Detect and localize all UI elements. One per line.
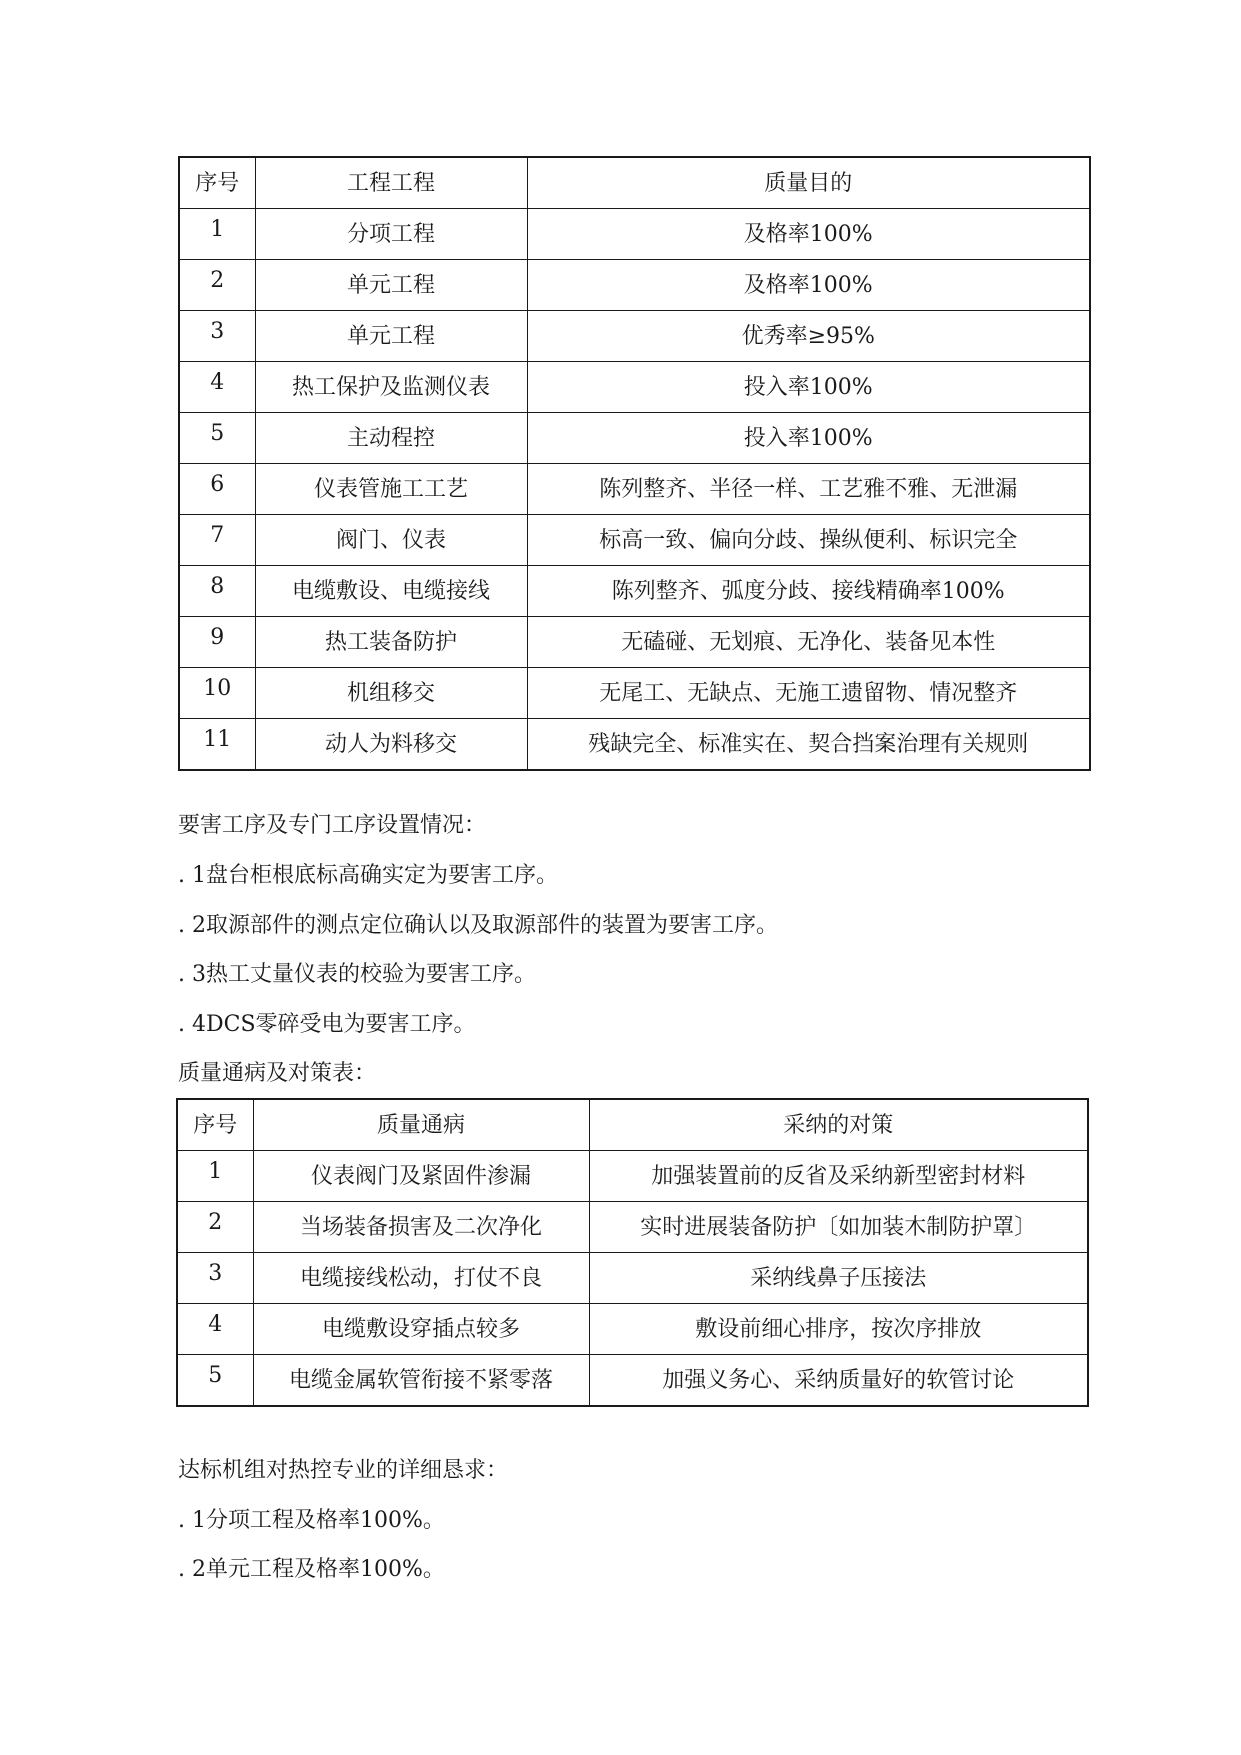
- table-cell: 采纳线鼻子压接法: [589, 1253, 1088, 1304]
- table-cell: 热工装备防护: [255, 617, 527, 668]
- table-cell: 5: [177, 1355, 253, 1407]
- table-cell: 2: [177, 1202, 253, 1253]
- table-cell: 分项工程: [255, 209, 527, 260]
- table-row: [179, 311, 1090, 362]
- table-cell: 无尾工、无缺点、无施工遗留物、情况整齐: [527, 668, 1090, 719]
- table-row: [177, 1151, 1088, 1202]
- column-header: 采纳的对策: [589, 1099, 1088, 1151]
- table-cell: 当场装备损害及二次净化: [253, 1202, 589, 1253]
- table-cell: 实时进展装备防护〔如加装木制防护罩〕: [589, 1202, 1088, 1253]
- table-row: [179, 515, 1090, 566]
- table-cell: 动人为料移交: [255, 719, 527, 771]
- table-cell: 投入率100%: [527, 413, 1090, 464]
- table-row: [177, 1355, 1088, 1407]
- quality-defect-table: [176, 1098, 1089, 1407]
- table-cell: 11: [179, 719, 255, 771]
- table-header-row: [179, 157, 1090, 209]
- table-row: [177, 1253, 1088, 1304]
- table-row: [179, 260, 1090, 311]
- key-process-item: . 1盘台柜根底标高确实定为要害工序。: [178, 863, 558, 888]
- table-cell: 7: [179, 515, 255, 566]
- table-cell: 1: [179, 209, 255, 260]
- table-cell: 5: [179, 413, 255, 464]
- column-header: 质量通病: [253, 1099, 589, 1151]
- column-header: 质量目的: [527, 157, 1090, 209]
- table-row: [179, 413, 1090, 464]
- table-cell: 阀门、仪表: [255, 515, 527, 566]
- table-cell: 6: [179, 464, 255, 515]
- table-row: [179, 209, 1090, 260]
- table-cell: 机组移交: [255, 668, 527, 719]
- table-row: [179, 566, 1090, 617]
- table-row: [177, 1202, 1088, 1253]
- key-process-item: . 4DCS零碎受电为要害工序。: [178, 1012, 476, 1037]
- table-cell: 仪表管施工工艺: [255, 464, 527, 515]
- table-cell: 投入率100%: [527, 362, 1090, 413]
- key-process-item: . 3热工丈量仪表的校验为要害工序。: [178, 962, 536, 987]
- table-row: [177, 1304, 1088, 1355]
- table-cell: 3: [177, 1253, 253, 1304]
- table-cell: 单元工程: [255, 311, 527, 362]
- table-row: [179, 617, 1090, 668]
- key-process-heading: 要害工序及专门工序设置情况：: [178, 813, 487, 838]
- table-cell: 及格率100%: [527, 209, 1090, 260]
- table-cell: 仪表阀门及紧固件渗漏: [253, 1151, 589, 1202]
- table-cell: 1: [177, 1151, 253, 1202]
- table-cell: 4: [177, 1304, 253, 1355]
- table-cell: 10: [179, 668, 255, 719]
- requirement-item: . 2单元工程及格率100%。: [178, 1557, 445, 1582]
- table-cell: 8: [179, 566, 255, 617]
- table-cell: 敷设前细心排序，按次序排放: [589, 1304, 1088, 1355]
- table-cell: 陈列整齐、弧度分歧、接线精确率100%: [527, 566, 1090, 617]
- table-cell: 陈列整齐、半径一样、工艺雅不雅、无泄漏: [527, 464, 1090, 515]
- requirement-item: . 1分项工程及格率100%。: [178, 1508, 445, 1533]
- table-cell: 9: [179, 617, 255, 668]
- requirements-heading: 达标机组对热控专业的详细恳求：: [178, 1458, 509, 1483]
- table-cell: 电缆金属软管衔接不紧零落: [253, 1355, 589, 1407]
- column-header: 序号: [179, 157, 255, 209]
- table-cell: 电缆敷设穿插点较多: [253, 1304, 589, 1355]
- column-header: 工程工程: [255, 157, 527, 209]
- table-cell: 4: [179, 362, 255, 413]
- table-cell: 主动程控: [255, 413, 527, 464]
- table-cell: 残缺完全、标准实在、契合挡案治理有关规则: [527, 719, 1090, 771]
- table-cell: 电缆接线松动，打仗不良: [253, 1253, 589, 1304]
- table-row: [179, 464, 1090, 515]
- table-cell: 无磕碰、无划痕、无净化、装备见本性: [527, 617, 1090, 668]
- quality-target-table: [178, 156, 1091, 771]
- table-cell: 电缆敷设、电缆接线: [255, 566, 527, 617]
- table-cell: 及格率100%: [527, 260, 1090, 311]
- quality-defect-heading: 质量通病及对策表：: [178, 1061, 377, 1086]
- column-header: 序号: [177, 1099, 253, 1151]
- key-process-item: . 2取源部件的测点定位确认以及取源部件的装置为要害工序。: [178, 913, 778, 938]
- table-cell: 标高一致、偏向分歧、操纵便利、标识完全: [527, 515, 1090, 566]
- table-cell: 热工保护及监测仪表: [255, 362, 527, 413]
- table-cell: 2: [179, 260, 255, 311]
- table-cell: 单元工程: [255, 260, 527, 311]
- table-row: [179, 719, 1090, 771]
- table-header-row: [177, 1099, 1088, 1151]
- table-cell: 加强义务心、采纳质量好的软管讨论: [589, 1355, 1088, 1407]
- table-cell: 优秀率≥95%: [527, 311, 1090, 362]
- table-cell: 加强装置前的反省及采纳新型密封材料: [589, 1151, 1088, 1202]
- table-row: [179, 668, 1090, 719]
- table-row: [179, 362, 1090, 413]
- table-cell: 3: [179, 311, 255, 362]
